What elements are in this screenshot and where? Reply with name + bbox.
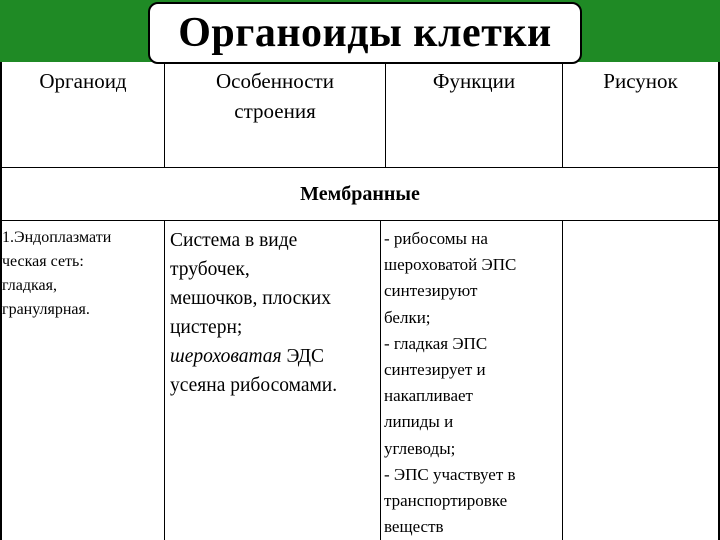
cell-structure <box>170 226 386 400</box>
page-title: Органоиды клетки <box>178 10 552 56</box>
section-membrane: Мембранные <box>300 182 420 205</box>
structure-line: Система в виде <box>170 230 298 251</box>
header-structure-line2: строения <box>234 99 316 123</box>
cell-organoid: 1.Эндоплазмати ческая сеть: гладкая, гранулярная. <box>2 229 112 318</box>
function-line: углеводы; <box>384 438 456 458</box>
function-line: синтезируют <box>384 281 478 301</box>
header-functions: Функции <box>432 69 516 93</box>
structure-line: усеяна рибосомами. <box>170 375 338 396</box>
structure-line-italic-row <box>170 342 386 371</box>
header-picture: Рисунок <box>603 69 678 93</box>
header-structure-line1: Особенности <box>216 69 334 93</box>
col-divider-1-body <box>164 220 165 540</box>
structure-line: трубочек, <box>170 259 250 280</box>
header-organoid: Органоид <box>39 69 127 93</box>
structure-line: цистерн; <box>170 317 243 338</box>
structure-italic-suffix: ЭДС <box>281 346 325 367</box>
function-line: транспортировке <box>384 491 508 511</box>
cell-functions <box>384 226 562 540</box>
structure-italic-term: шероховатая <box>170 346 282 367</box>
function-line: белки; <box>384 307 431 327</box>
function-line: шероховатой ЭПС <box>384 255 517 275</box>
function-line: липиды и <box>384 412 454 432</box>
function-line: синтезирует и <box>384 360 486 380</box>
function-line: веществ <box>384 517 444 537</box>
header-structure <box>165 66 385 126</box>
function-line: накапливает <box>384 386 473 406</box>
structure-line: мешочков, плоских <box>170 288 331 309</box>
function-line: - рибосомы на <box>384 229 488 248</box>
function-line: - гладкая ЭПС <box>384 333 488 353</box>
title-box <box>148 2 582 64</box>
cell-picture <box>563 221 718 540</box>
function-line: - ЭПС участвует в <box>384 464 516 484</box>
